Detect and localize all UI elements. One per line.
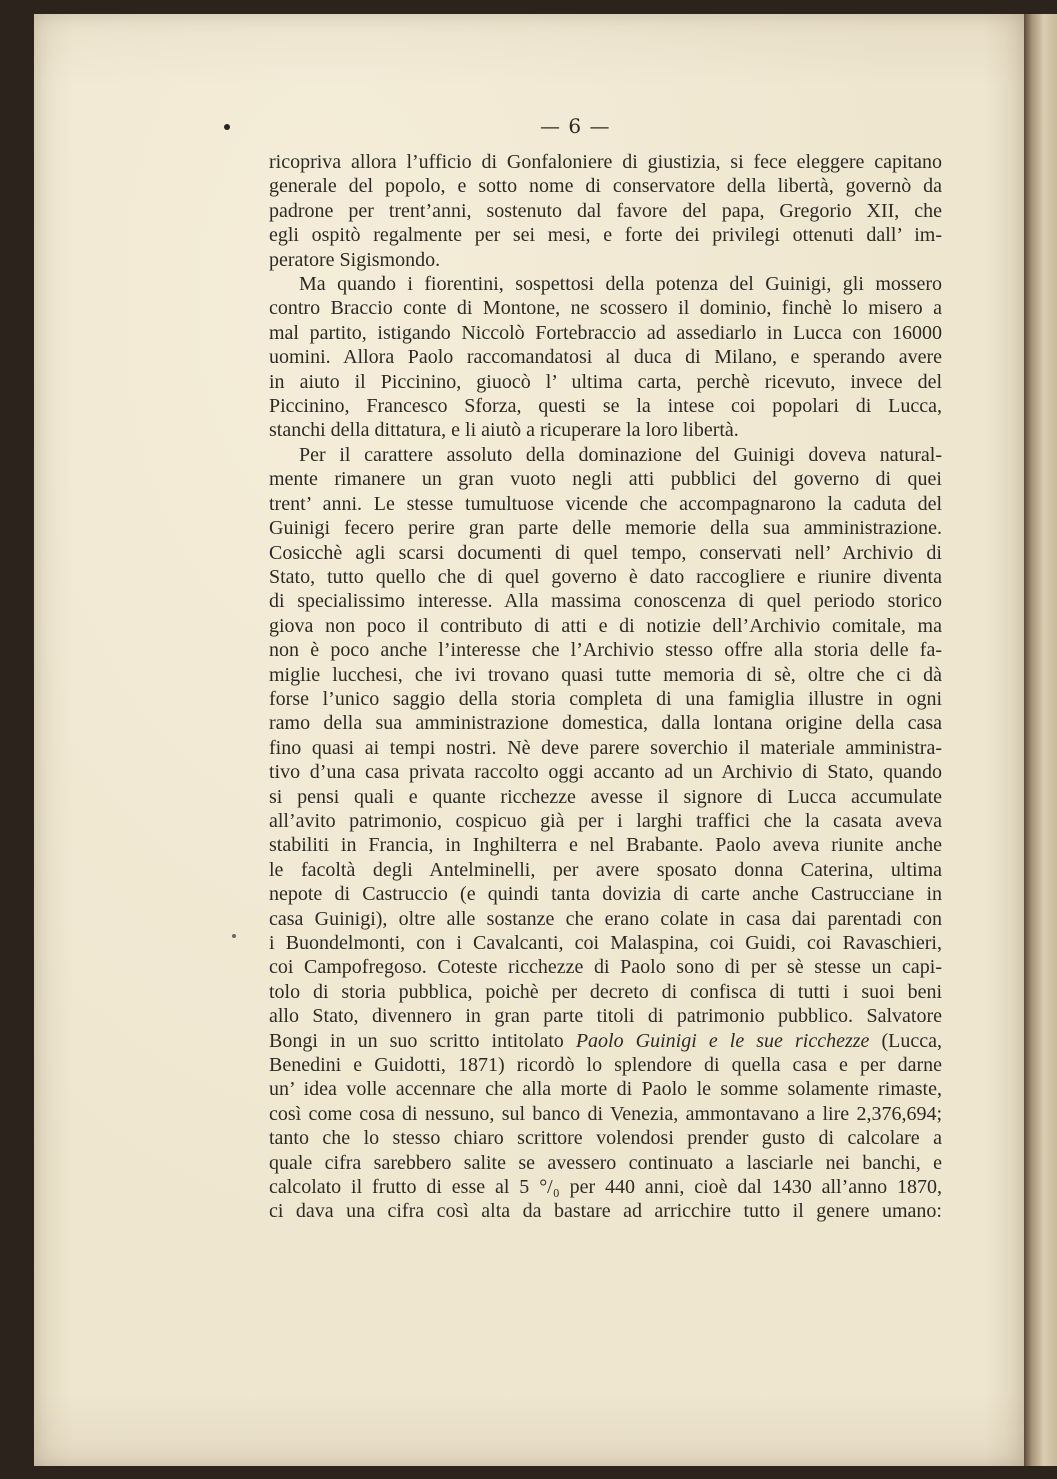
text-line: tolo di storia pubblica, poichè per decreto di confisca di tutti i suoi beni	[269, 980, 942, 1003]
text-line: uomini. Allora Paolo raccomandatosi al duca di Milano, e sperando avere	[269, 346, 942, 369]
text-line: ricopriva allora l’ufficio di Gonfaloniere di giustizia, si fece eleggere capitano	[269, 151, 942, 173]
text-line: Per il carattere assoluto della dominazione del Guinigi doveva natural-	[299, 443, 942, 466]
text-line: stanchi della dittatura, e li aiutò a ricuperare la loro libertà.	[269, 419, 739, 442]
text-line: ramo della sua amministrazione domestica, dalla lontana origine della casa	[269, 712, 942, 735]
text-line: generale del popolo, e sotto nome di conservatore della libertà, governò da	[269, 175, 942, 198]
text-line: calcolato il frutto di esse al 5 °/₀ per 440 anni, cioè dal 1430 all’anno 1870,	[269, 1176, 942, 1199]
text-line: tanto che lo stesso chiaro scrittore volendosi prender gusto di calcolare a	[269, 1127, 942, 1150]
page-number: — 6 —	[540, 114, 611, 138]
text-segment: (Lucca,	[869, 1029, 942, 1052]
facing-page-edge	[1024, 14, 1057, 1466]
text-line: mal partito, istigando Niccolò Fortebraccio ad assediarlo in Lucca con 16000	[269, 321, 942, 344]
text-line-with-title	[269, 1029, 942, 1053]
text-line: Stato, tutto quello che di quel governo è dato raccogliere e riunire diventa	[269, 565, 942, 588]
text-line: forse l’unico saggio della storia completa di una famiglia illustre in ogni	[269, 687, 942, 710]
text-line: tivo d’una casa privata raccolto oggi accanto ad un Archivio di Stato, quando	[269, 761, 942, 784]
text-line: contro Braccio conte di Montone, ne scossero il dominio, finchè lo misero a	[269, 297, 942, 320]
margin-speck	[232, 934, 236, 938]
text-line: di specialissimo interesse. Alla massima conoscenza di quel periodo storico	[269, 590, 942, 613]
text-line: miglie lucchesi, che ivi trovano quasi tutte memoria di sè, oltre che ci dà	[269, 663, 942, 686]
text-line: Ma quando i fiorentini, sospettosi della potenza del Guinigi, gli mossero	[299, 273, 942, 296]
text-line: allo Stato, divennero in gran parte titoli di patrimonio pubblico. Salvatore	[269, 1005, 942, 1028]
text-segment: Bongi in un suo scritto intitolato	[269, 1029, 576, 1052]
text-line: fino quasi ai tempi nostri. Nè deve parere soverchio il materiale amministra-	[269, 736, 942, 759]
text-line: quale cifra sarebbero salite se avessero continuato a lasciarle nei banchi, e	[269, 1151, 942, 1174]
text-line: peratore Sigismondo.	[269, 248, 441, 271]
text-line: ci dava una cifra così alta da bastare ad arricchire tutto il genere umano:	[269, 1200, 942, 1223]
text-line: nepote di Castruccio (e quindi tanta dovizia di carte anche Castrucciane in	[269, 883, 942, 906]
text-line: Cosicchè agli scarsi documenti di quel tempo, conservati nell’ Archivio di	[269, 541, 942, 564]
text-line: padrone per trent’anni, sostenuto dal favore del papa, Gregorio XII, che	[269, 199, 942, 222]
text-line: un’ idea volle accennare che alla morte di Paolo le somme solamente rimaste,	[269, 1078, 942, 1101]
text-line: Guinigi fecero perire gran parte delle memorie della sua amministrazione.	[269, 517, 942, 540]
text-line: casa Guinigi), oltre alle sostanze che erano colate in casa dai parentadi con	[269, 907, 942, 930]
text-line: si pensi quali e quante ricchezze avesse il signore di Lucca accumulate	[269, 785, 942, 808]
text-line: trent’ anni. Le stesse tumultuose vicende che accompagnarono la caduta del	[269, 492, 942, 515]
text-line: così come cosa di nessuno, sul banco di Venezia, ammontavano a lire 2,376,694;	[269, 1102, 942, 1125]
text-line: egli ospitò regalmente per sei mesi, e forte dei privilegi ottenuti dall’ im-	[269, 224, 942, 247]
book-title: Paolo Guinigi e le sue ricchezze	[575, 1029, 870, 1052]
text-line: coi Campofregoso. Coteste ricchezze di Paolo sono di per sè stesse un capi-	[269, 956, 942, 979]
text-line: Benedini e Guidotti, 1871) ricordò lo splendore di quella casa e per darne	[269, 1054, 942, 1077]
text-line: stabiliti in Francia, in Inghilterra e nel Brabante. Paolo aveva riunite anche	[269, 834, 942, 857]
text-line: all’avito patrimonio, cospicuo già per i larghi traffici che la casata aveva	[269, 809, 942, 832]
text-line: giova non poco il contributo di atti e di notizie dell’Archivio comitale, ma	[269, 614, 942, 637]
text-line: mente rimanere un gran vuoto negli atti pubblici del governo di quei	[269, 468, 942, 491]
body-text	[269, 150, 942, 1224]
margin-dot	[224, 124, 230, 130]
text-line: Piccinino, Francesco Sforza, questi se la intese coi popolari di Lucca,	[269, 395, 942, 418]
text-line: in aiuto il Piccinino, giuocò l’ ultima carta, perchè ricevuto, invece del	[269, 370, 942, 393]
text-line: non è poco anche l’interesse che l’Archivio stesso offre alla storia delle fa-	[269, 639, 942, 662]
text-line: le facoltà degli Antelminelli, per avere sposato donna Caterina, ultima	[269, 858, 942, 881]
text-line: i Buondelmonti, con i Cavalcanti, coi Malaspina, coi Guidi, coi Ravaschieri,	[269, 932, 942, 954]
